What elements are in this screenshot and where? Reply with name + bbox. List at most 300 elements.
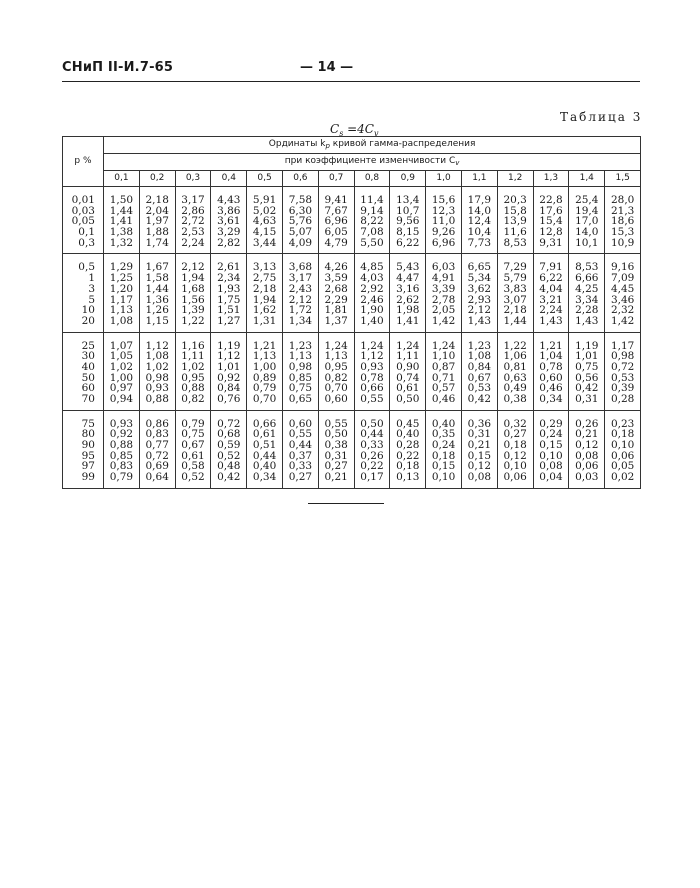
ordinate-value: 1,11 (181, 350, 205, 363)
data-table (62, 136, 641, 489)
p-value: 1 (88, 272, 95, 285)
ordinate-value: 7,91 (539, 261, 563, 274)
ordinate-value: 0,79 (181, 417, 205, 430)
ordinate-cell (497, 187, 533, 254)
ordinate-cell (390, 332, 426, 410)
ordinate-value: 0,60 (288, 417, 313, 430)
ordinate-value: 0,08 (575, 449, 599, 462)
ordinate-value: 8,22 (360, 215, 384, 228)
ordinate-value: 3,34 (575, 293, 599, 306)
ordinate-value: 1,10 (431, 350, 456, 363)
p-values-cell (63, 410, 104, 488)
ordinate-value: 2,93 (467, 293, 492, 306)
ordinate-cell (247, 332, 283, 410)
ordinate-value: 0,60 (324, 393, 348, 405)
ordinate-value: 0,60 (539, 371, 563, 384)
ordinate-value: 13,4 (396, 194, 420, 206)
ordinate-value: 3,61 (217, 215, 241, 228)
ordinate-cell (139, 410, 175, 488)
ordinate-value: 0,55 (360, 393, 384, 405)
ordinate-value: 10,4 (467, 226, 492, 239)
cv-header: 0,1 (104, 171, 140, 187)
ordinate-cell (461, 187, 497, 254)
ordinate-value: 0,75 (288, 382, 313, 395)
p-value: 99 (81, 471, 95, 484)
ordinate-value: 1,02 (181, 360, 205, 373)
ordinate-value: 0,85 (288, 371, 313, 384)
ordinate-value: 0,92 (217, 371, 241, 384)
ordinate-value: 11,4 (360, 194, 384, 206)
ordinate-value: 0,32 (503, 417, 527, 430)
title-main: Ординаты k (268, 139, 326, 149)
ordinate-value: 3,59 (324, 272, 348, 285)
ordinate-value: 1,42 (610, 314, 635, 327)
cv-header: 0,6 (282, 171, 318, 187)
ordinate-value: 0,27 (324, 460, 348, 473)
ordinate-value: 1,20 (109, 282, 134, 295)
ordinate-cell (569, 187, 605, 254)
ordinate-value: 0,31 (324, 449, 348, 462)
ordinate-value: 0,95 (181, 371, 205, 384)
ordinate-cell (533, 254, 569, 332)
ordinate-value: 1,41 (396, 314, 420, 327)
document-code: СНиП II-И.7-65 (62, 60, 174, 75)
ordinate-cell (605, 254, 641, 332)
ordinate-value: 2,32 (610, 304, 635, 317)
ordinate-value: 0,18 (610, 428, 635, 441)
ordinate-value: 3,16 (396, 282, 420, 295)
bottom-rule (308, 503, 384, 504)
ordinate-value: 13,9 (503, 215, 527, 228)
cv-header: 0,3 (175, 171, 211, 187)
p-value: 20 (81, 314, 95, 327)
ordinate-value: 7,29 (503, 261, 527, 274)
ordinate-cell (282, 254, 318, 332)
ordinate-value: 2,05 (431, 304, 456, 317)
ordinate-cell (104, 410, 140, 488)
p-values-cell (63, 187, 104, 254)
ordinate-value: 3,13 (252, 261, 277, 274)
ordinate-value: 2,29 (324, 293, 348, 306)
ordinate-value: 0,24 (431, 439, 456, 452)
ordinate-value: 0,67 (467, 371, 492, 384)
ordinate-value: 0,70 (252, 393, 277, 405)
ordinate-value: 0,90 (396, 360, 420, 373)
ordinate-value: 2,04 (145, 204, 169, 217)
ordinate-value: 7,73 (467, 236, 492, 249)
ordinate-value: 2,75 (252, 272, 277, 285)
ordinate-value: 1,26 (145, 304, 169, 317)
ordinate-value: 0,10 (503, 460, 527, 473)
ordinate-value: 0,68 (217, 428, 241, 441)
ordinate-value: 0,84 (217, 382, 241, 395)
ordinate-value: 11,6 (503, 226, 527, 239)
ordinate-cell (354, 410, 390, 488)
ordinate-value: 0,61 (396, 382, 420, 395)
ordinate-value: 0,69 (145, 460, 169, 473)
ordinate-value: 19,4 (575, 204, 599, 217)
ordinate-value: 0,53 (467, 382, 492, 395)
formula-eq: =4C (343, 122, 374, 136)
ordinate-value: 0,10 (539, 449, 563, 462)
p-value: 40 (81, 360, 95, 373)
table-row-group (63, 187, 641, 254)
ordinate-value: 1,37 (324, 314, 348, 327)
ordinate-value: 0,18 (431, 449, 456, 462)
ordinate-value: 9,31 (539, 236, 563, 249)
formula-c: C (330, 122, 340, 136)
ordinate-value: 8,53 (575, 261, 599, 274)
ordinate-value: 3,68 (288, 261, 313, 274)
ordinate-cell (282, 332, 318, 410)
ordinate-value: 3,86 (217, 204, 241, 217)
ordinate-value: 0,08 (539, 460, 563, 473)
ordinate-value: 0,06 (575, 460, 599, 473)
p-value: 0,5 (78, 261, 95, 274)
ordinate-value: 0,66 (252, 417, 277, 430)
ordinate-value: 1,11 (396, 350, 420, 363)
ordinate-value: 0,42 (217, 471, 241, 484)
ordinate-value: 0,55 (288, 428, 313, 441)
ordinate-value: 0,59 (217, 439, 241, 452)
p-value: 50 (81, 371, 95, 384)
ordinate-value: 2,68 (324, 282, 348, 295)
ordinate-value: 8,15 (396, 226, 420, 239)
ordinate-value: 2,18 (145, 194, 169, 206)
ordinate-value: 0,37 (288, 449, 313, 462)
ordinate-value: 0,88 (109, 439, 134, 452)
ordinate-value: 0,55 (324, 417, 348, 430)
cv-header: 1,1 (461, 171, 497, 187)
ordinate-value: 1,50 (109, 194, 134, 206)
ordinate-value: 3,29 (217, 226, 241, 239)
ordinate-value: 0,88 (145, 393, 169, 405)
ordinate-value: 1,13 (109, 304, 134, 317)
ordinate-value: 0,04 (539, 471, 563, 484)
ordinate-value: 10,7 (396, 204, 420, 217)
p-value: 80 (81, 428, 95, 441)
ordinate-value: 0,28 (610, 393, 635, 405)
ordinate-cell (175, 332, 211, 410)
ordinate-value: 0,21 (324, 471, 348, 484)
title-rest: кривой гамма-распределения (329, 139, 476, 149)
ordinate-value: 0,75 (181, 428, 205, 441)
ordinate-value: 2,78 (431, 293, 456, 306)
ordinate-value: 0,13 (396, 471, 420, 484)
ordinate-cell (247, 254, 283, 332)
ordinate-value: 0,46 (431, 393, 456, 405)
ordinate-value: 4,25 (575, 282, 599, 295)
ordinate-value: 4,09 (288, 236, 313, 249)
ordinate-value: 3,44 (252, 236, 277, 249)
ordinate-value: 6,05 (324, 226, 348, 239)
ordinate-cell (282, 410, 318, 488)
cv-header: 0,7 (318, 171, 354, 187)
ordinate-value: 1,22 (503, 339, 527, 352)
ordinate-cell (211, 410, 247, 488)
ordinate-cell (605, 332, 641, 410)
ordinate-value: 0,78 (360, 371, 384, 384)
ordinate-value: 7,08 (360, 226, 384, 239)
ordinate-value: 4,79 (324, 236, 348, 249)
ordinate-cell (175, 187, 211, 254)
table-row-group (63, 410, 641, 488)
p-value: 75 (81, 417, 95, 430)
ordinate-value: 1,43 (539, 314, 563, 327)
ordinate-value: 1,25 (109, 272, 134, 285)
p-value: 70 (81, 393, 95, 405)
ordinate-value: 0,72 (217, 417, 241, 430)
ordinate-cell (211, 187, 247, 254)
ordinate-value: 0,06 (503, 471, 527, 484)
ordinate-value: 20,3 (503, 194, 527, 206)
table-row-group (63, 254, 641, 332)
ordinate-value: 1,44 (503, 314, 527, 327)
ordinate-value: 0,15 (467, 449, 492, 462)
ordinate-cell (497, 332, 533, 410)
p-value: 90 (81, 439, 95, 452)
ordinate-value: 0,27 (503, 428, 527, 441)
ordinate-value: 0,83 (145, 428, 169, 441)
ordinate-value: 0,66 (360, 382, 384, 395)
ordinate-value: 5,34 (467, 272, 492, 285)
ordinate-cell (211, 332, 247, 410)
ordinate-value: 0,33 (288, 460, 313, 473)
ordinate-cell (318, 332, 354, 410)
ordinate-value: 0,18 (396, 460, 420, 473)
ordinate-value: 0,15 (431, 460, 456, 473)
ordinate-value: 4,26 (324, 261, 348, 274)
ordinate-value: 1,12 (217, 350, 241, 363)
ordinate-value: 1,17 (610, 339, 635, 352)
ordinate-value: 14,0 (467, 204, 492, 217)
ordinate-cell (390, 410, 426, 488)
ordinate-value: 0,39 (610, 382, 635, 395)
subtitle-main: при коэффициенте изменчивости C (284, 156, 456, 166)
ordinate-value: 1,24 (360, 339, 384, 352)
ordinate-value: 2,82 (217, 236, 241, 249)
ordinate-value: 1,13 (324, 350, 348, 363)
ordinate-value: 0,58 (181, 460, 205, 473)
ordinate-value: 0,97 (109, 382, 134, 395)
ordinate-value: 0,28 (396, 439, 420, 452)
ordinate-value: 0,94 (109, 393, 134, 405)
header-rule (62, 81, 640, 82)
ordinate-cell (104, 332, 140, 410)
ordinate-cell (318, 254, 354, 332)
ordinate-value: 3,17 (181, 194, 205, 206)
ordinate-value: 6,96 (324, 215, 348, 228)
ordinate-value: 0,95 (324, 360, 348, 373)
ordinate-value: 0,85 (109, 449, 134, 462)
ordinate-value: 0,82 (324, 371, 348, 384)
ordinate-value: 5,07 (288, 226, 313, 239)
ordinate-value: 1,51 (217, 304, 241, 317)
ordinate-value: 0,40 (431, 417, 456, 430)
ordinate-value: 0,48 (217, 460, 241, 473)
ordinate-cell (211, 254, 247, 332)
ordinate-value: 0,12 (467, 460, 492, 473)
ordinate-value: 1,58 (145, 272, 169, 285)
ordinate-cell (605, 187, 641, 254)
ordinate-value: 1,40 (360, 314, 384, 327)
ordinate-value: 1,32 (109, 236, 134, 249)
p-value: 60 (81, 382, 95, 395)
p-value: 95 (81, 449, 95, 462)
ordinate-value: 0,22 (396, 449, 420, 462)
ordinate-cell (569, 254, 605, 332)
ordinate-value: 9,56 (396, 215, 420, 228)
gamma-ordinates-table (62, 136, 640, 489)
ordinate-value: 1,44 (145, 282, 169, 295)
ordinate-cell (104, 254, 140, 332)
ordinate-cell (569, 332, 605, 410)
ordinate-value: 0,31 (575, 393, 599, 405)
ordinate-value: 5,91 (252, 194, 277, 206)
ordinate-value: 2,86 (181, 204, 205, 217)
ordinate-value: 1,02 (109, 360, 134, 373)
ordinate-cell (426, 254, 462, 332)
ordinate-value: 0,65 (288, 393, 313, 405)
ordinate-value: 0,02 (610, 471, 635, 484)
ordinate-value: 1,24 (396, 339, 420, 352)
ordinate-cell (461, 254, 497, 332)
ordinate-value: 0,50 (396, 393, 420, 405)
ordinate-value: 4,15 (252, 226, 277, 239)
ordinate-value: 1,23 (467, 339, 492, 352)
ordinate-value: 6,96 (431, 236, 456, 249)
ordinate-value: 14,0 (575, 226, 599, 239)
ordinate-value: 2,12 (467, 304, 492, 317)
ordinate-value: 1,94 (181, 272, 205, 285)
p-values-cell (63, 332, 104, 410)
ordinate-value: 10,1 (575, 236, 599, 249)
ordinate-value: 0,17 (360, 471, 384, 484)
ordinate-value: 0,34 (539, 393, 563, 405)
p-value: 0,1 (78, 226, 95, 239)
ordinate-value: 0,31 (467, 428, 492, 441)
ordinate-value: 0,57 (431, 382, 456, 395)
ordinate-value: 1,08 (145, 350, 169, 363)
formula-sub-v: v (373, 129, 379, 138)
ordinate-value: 1,00 (109, 371, 134, 384)
ordinate-value: 18,6 (610, 215, 635, 228)
p-value: 97 (81, 460, 95, 473)
ordinate-value: 0,79 (252, 382, 277, 395)
ordinate-value: 0,82 (181, 393, 205, 405)
ordinate-value: 0,44 (252, 449, 277, 462)
ordinate-value: 0,87 (431, 360, 456, 373)
ordinate-value: 7,67 (324, 204, 348, 217)
ordinate-value: 0,98 (288, 360, 313, 373)
ordinate-cell (605, 410, 641, 488)
ordinate-value: 7,09 (610, 272, 635, 285)
p-values-cell (63, 254, 104, 332)
ordinate-value: 0,52 (217, 449, 241, 462)
ordinate-cell (497, 254, 533, 332)
ordinate-value: 1,01 (575, 350, 599, 363)
ordinate-value: 0,98 (610, 350, 635, 363)
ordinate-cell (354, 332, 390, 410)
ordinate-value: 9,16 (610, 261, 635, 274)
ordinate-value: 0,06 (610, 449, 635, 462)
ordinate-value: 1,22 (181, 314, 205, 327)
ordinate-value: 1,88 (145, 226, 169, 239)
ordinate-value: 3,21 (539, 293, 563, 306)
ordinate-value: 9,41 (324, 194, 348, 206)
ordinate-value: 0,98 (145, 371, 169, 384)
ordinate-value: 17,6 (539, 204, 563, 217)
ordinate-value: 0,50 (324, 428, 348, 441)
ordinate-value: 0,45 (396, 417, 420, 430)
ordinate-value: 0,92 (109, 428, 134, 441)
ordinate-value: 1,17 (109, 293, 134, 306)
ordinate-value: 0,52 (181, 471, 205, 484)
ordinate-cell (533, 187, 569, 254)
ordinate-value: 0,33 (360, 439, 384, 452)
ordinate-value: 3,83 (503, 282, 527, 295)
ordinate-value: 12,3 (431, 204, 456, 217)
ordinate-value: 0,21 (575, 428, 599, 441)
ordinate-value: 1,44 (109, 204, 134, 217)
ordinate-value: 1,39 (181, 304, 205, 317)
ordinate-value: 1,68 (181, 282, 205, 295)
page-number: — 14 — (300, 60, 354, 75)
ordinate-value: 0,10 (431, 471, 456, 484)
ordinate-value: 2,12 (288, 293, 313, 306)
ordinate-value: 1,74 (145, 236, 169, 249)
ordinate-value: 9,14 (360, 204, 384, 217)
ordinate-value: 1,23 (288, 339, 313, 352)
ordinate-value: 4,45 (610, 282, 635, 295)
ordinate-value: 1,19 (575, 339, 599, 352)
ordinate-value: 6,22 (539, 272, 563, 285)
ordinate-value: 2,24 (539, 304, 563, 317)
ordinate-cell (461, 332, 497, 410)
ordinate-value: 0,12 (503, 449, 527, 462)
ordinate-value: 1,38 (109, 226, 134, 239)
ordinate-value: 2,72 (181, 215, 205, 228)
ordinate-value: 7,58 (288, 194, 313, 206)
ordinate-value: 0,24 (539, 428, 563, 441)
ordinate-value: 6,65 (467, 261, 492, 274)
ordinate-value: 0,50 (360, 417, 384, 430)
ordinate-value: 0,83 (109, 460, 134, 473)
ordinate-value: 5,02 (252, 204, 277, 217)
ordinate-value: 1,12 (145, 339, 169, 352)
ordinate-value: 0,03 (575, 471, 599, 484)
ordinate-value: 10,9 (610, 236, 635, 249)
ordinate-value: 1,81 (324, 304, 348, 317)
p-value: 25 (81, 339, 95, 352)
ordinate-value: 3,07 (503, 293, 527, 306)
ordinate-cell (354, 254, 390, 332)
ordinate-value: 3,46 (610, 293, 635, 306)
cv-header: 1,0 (426, 171, 462, 187)
ordinate-value: 17,0 (575, 215, 599, 228)
ordinate-value: 1,24 (324, 339, 348, 352)
ordinate-value: 15,6 (431, 194, 456, 206)
ordinate-cell (318, 410, 354, 488)
ordinate-value: 0,40 (252, 460, 277, 473)
ordinate-cell (139, 254, 175, 332)
ordinate-cell (390, 254, 426, 332)
ordinate-cell (247, 187, 283, 254)
ordinate-value: 1,01 (217, 360, 241, 373)
cv-header: 1,3 (533, 171, 569, 187)
ordinate-cell (175, 410, 211, 488)
ordinate-value: 0,21 (467, 439, 492, 452)
